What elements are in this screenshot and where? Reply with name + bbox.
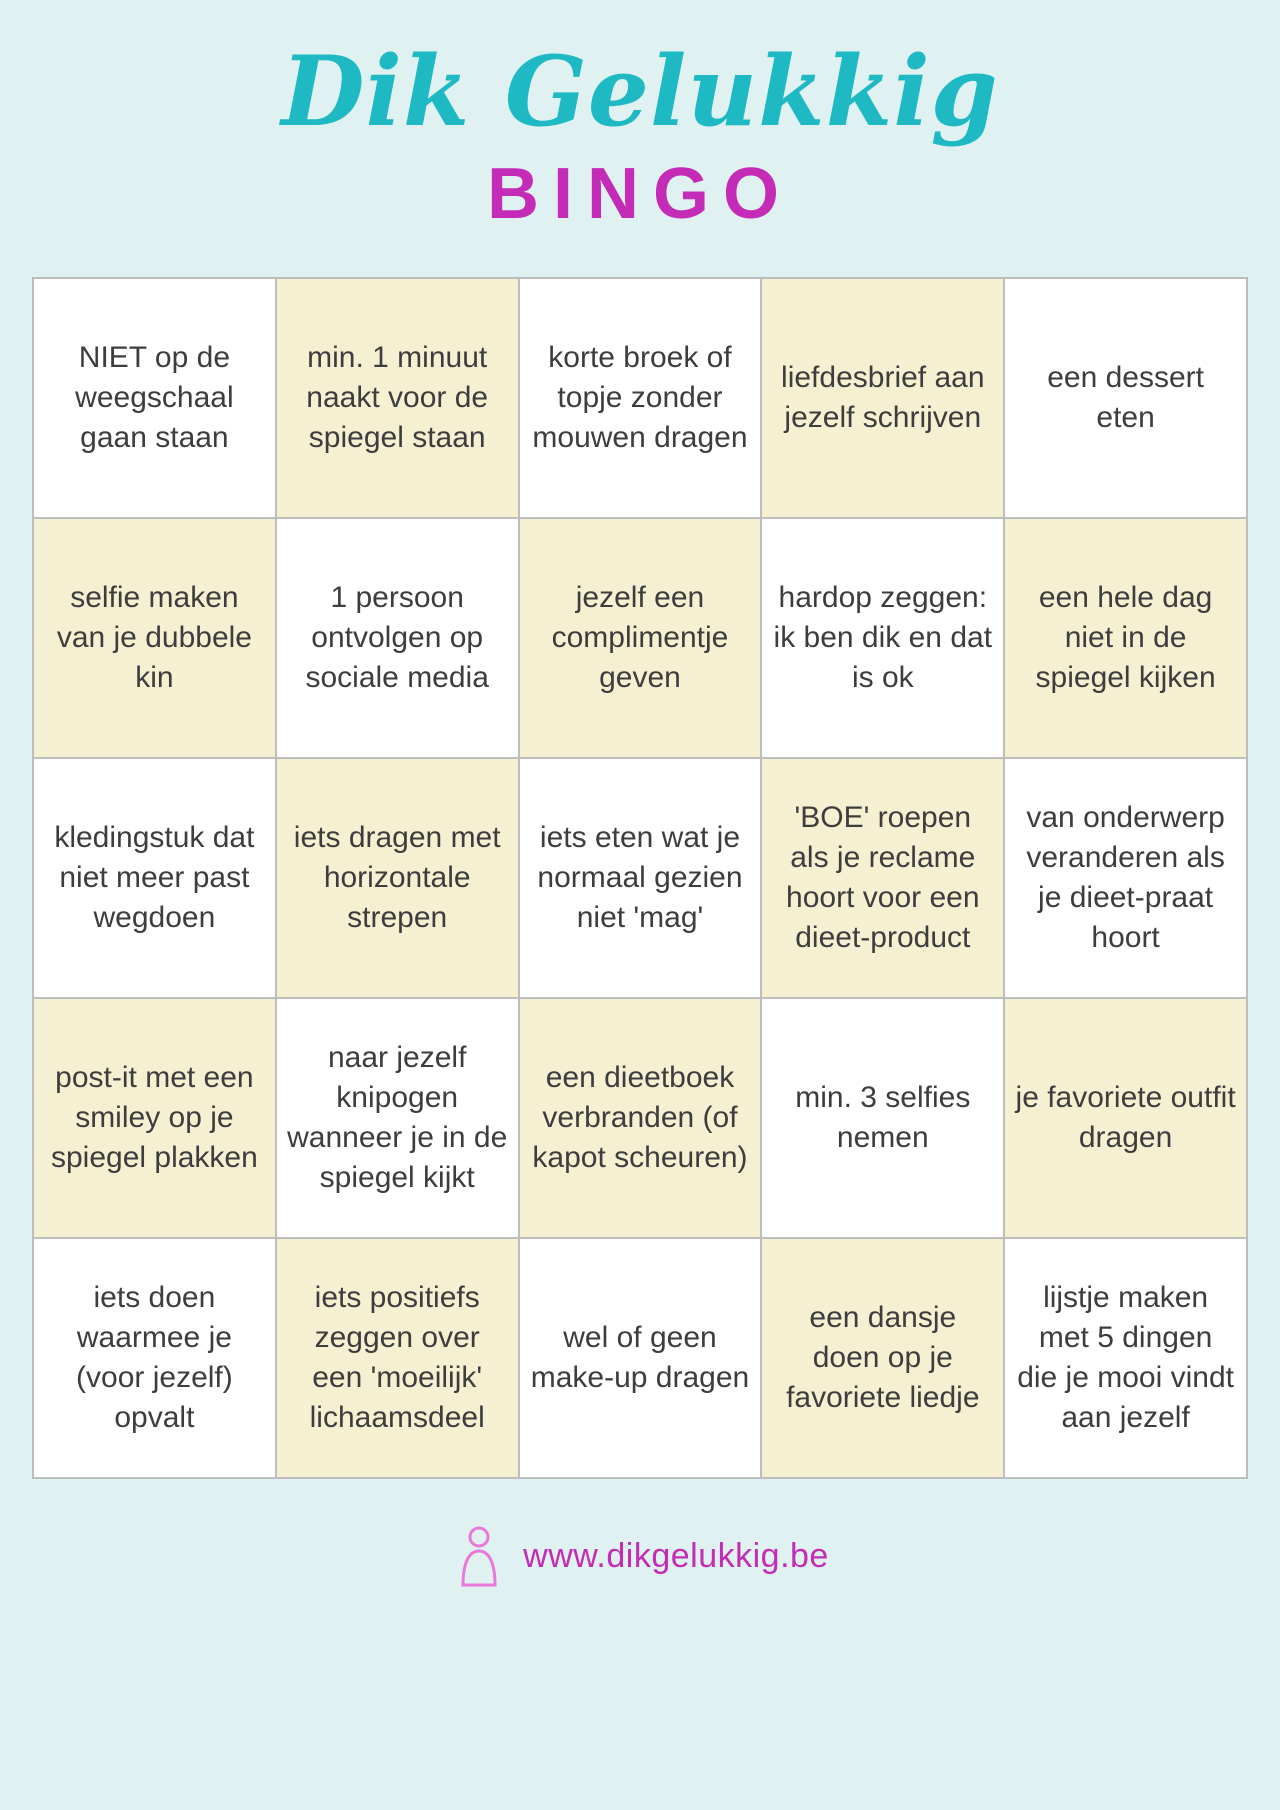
table-row (33, 1238, 1247, 1478)
table-row (33, 998, 1247, 1238)
bingo-cell[interactable]: een dessert eten (1004, 278, 1247, 518)
bingo-cell[interactable]: liefdesbrief aan jezelf schrijven (761, 278, 1004, 518)
bingo-cell[interactable]: wel of geen make-up dragen (519, 1238, 762, 1478)
bingo-cell[interactable]: een hele dag niet in de spiegel kijken (1004, 518, 1247, 758)
bingo-cell[interactable]: je favoriete outfit dragen (1004, 998, 1247, 1238)
bingo-cell[interactable]: NIET op de weegschaal gaan staan (33, 278, 276, 518)
bingo-cell[interactable]: iets positiefs zeggen over een 'moeilijk' lichaamsdeel (276, 1238, 519, 1478)
bingo-grid (32, 277, 1248, 1479)
bingo-cell[interactable]: hardop zeggen: ik ben dik en dat is ok (761, 518, 1004, 758)
website-url[interactable]: www.dikgelukkig.be (523, 1537, 829, 1576)
bingo-cell[interactable]: kledingstuk dat niet meer past wegdoen (33, 758, 276, 998)
bingo-cell[interactable]: iets dragen met horizontale strepen (276, 758, 519, 998)
bingo-grid-wrapper (32, 277, 1248, 1479)
person-logo-icon (451, 1525, 507, 1589)
bingo-cell[interactable]: van onderwerp veranderen als je dieet-praat hoort (1004, 758, 1247, 998)
page-title: Dik Gelukkig (281, 35, 999, 148)
bingo-cell[interactable]: selfie maken van je dubbele kin (33, 518, 276, 758)
page-subtitle: BINGO (486, 153, 793, 234)
bingo-cell[interactable]: min. 1 minuut naakt voor de spiegel staan (276, 278, 519, 518)
bingo-cell[interactable]: een dieetboek verbranden (of kapot scheuren) (519, 998, 762, 1238)
bingo-cell[interactable]: iets doen waarmee je (voor jezelf) opvalt (33, 1238, 276, 1478)
bingo-cell[interactable]: iets eten wat je normaal gezien niet 'mag' (519, 758, 762, 998)
bingo-cell[interactable]: min. 3 selfies nemen (761, 998, 1004, 1238)
table-row (33, 518, 1247, 758)
bingo-cell[interactable]: een dansje doen op je favoriete liedje (761, 1238, 1004, 1478)
bingo-cell[interactable]: lijstje maken met 5 dingen die je mooi vindt aan jezelf (1004, 1238, 1247, 1478)
bingo-cell[interactable]: 1 persoon ontvolgen op sociale media (276, 518, 519, 758)
bingo-cell[interactable]: korte broek of topje zonder mouwen dragen (519, 278, 762, 518)
bingo-grid-body (33, 278, 1247, 1478)
footer (451, 1525, 829, 1589)
table-row (33, 278, 1247, 518)
bingo-cell[interactable]: post-it met een smiley op je spiegel plakken (33, 998, 276, 1238)
bingo-cell[interactable]: naar jezelf knipogen wanneer je in de spiegel kijkt (276, 998, 519, 1238)
bingo-cell[interactable]: 'BOE' roepen als je reclame hoort voor een dieet-product (761, 758, 1004, 998)
table-row (33, 758, 1247, 998)
bingo-cell[interactable]: jezelf een complimentje geven (519, 518, 762, 758)
